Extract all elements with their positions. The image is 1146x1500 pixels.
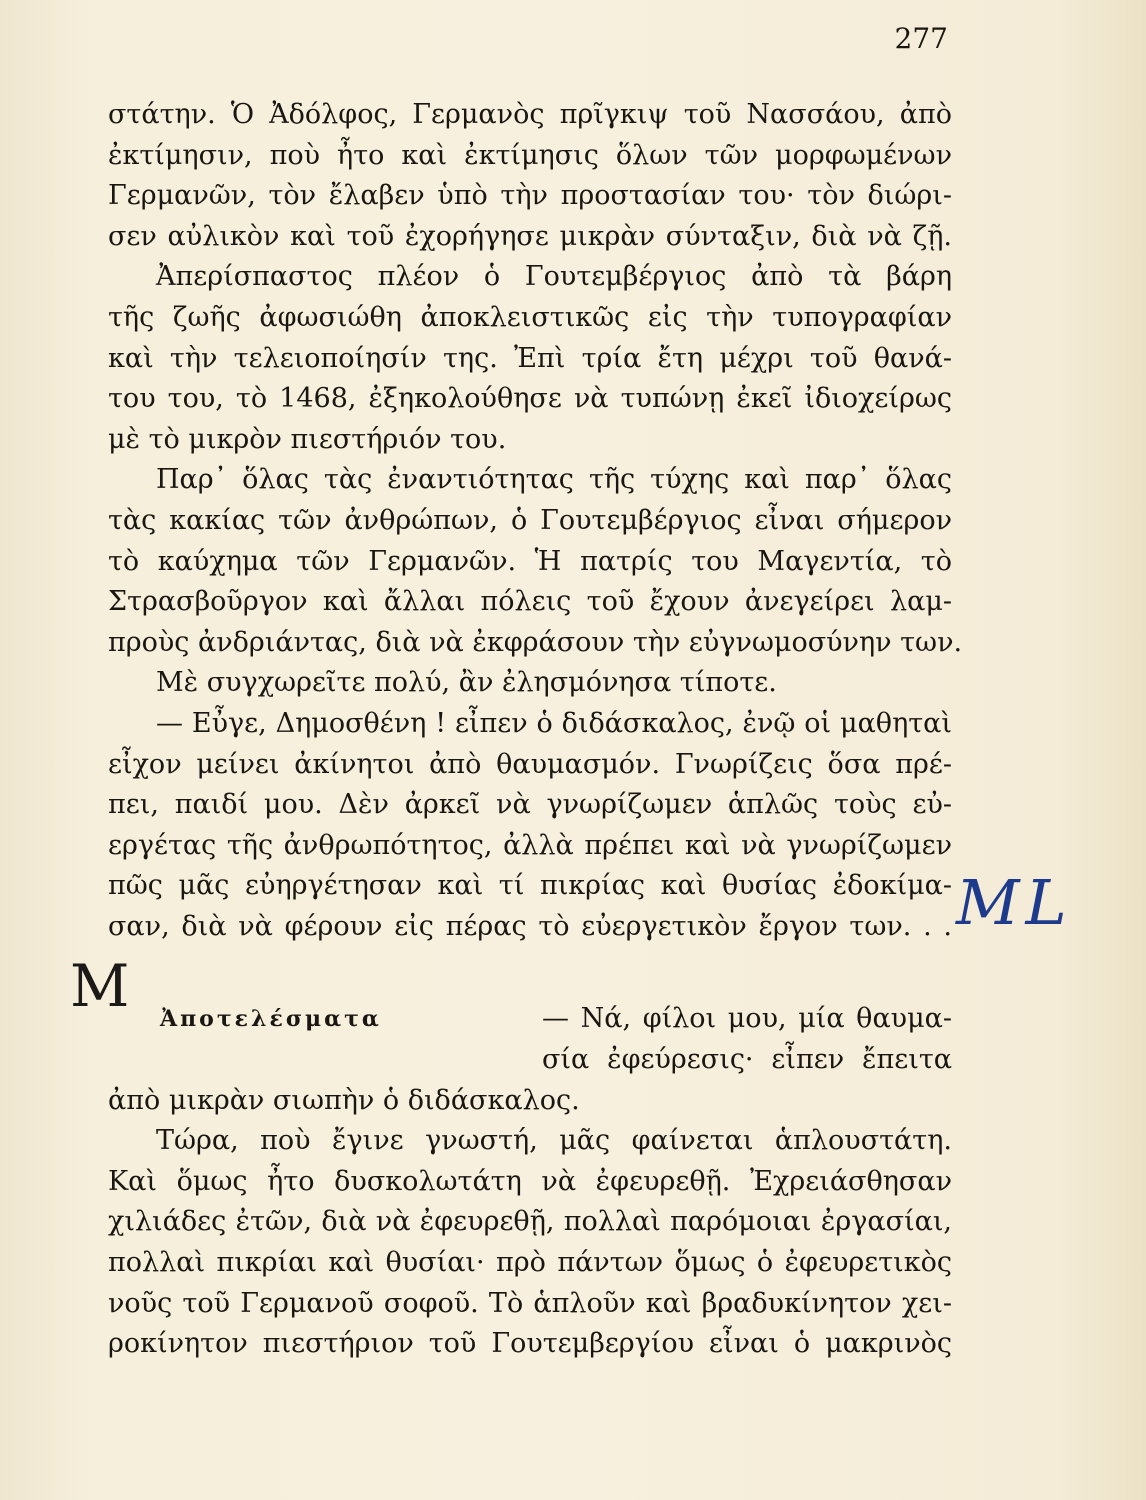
- text-line: τὰς κακίας τῶν ἀνθρώπων, ὁ Γουτεμβέργιος εἶναι σήμερον: [108, 504, 952, 536]
- text-line: πει, παιδί μου. Δὲν ἀρκεῖ νὰ γνωρίζωμεν ἁπλῶς τοὺς εὐ-: [108, 789, 952, 821]
- text-line: Μὲ συγχωρεῖτε πολύ, ἂν ἐλησμόνησα τίποτε.: [156, 667, 777, 699]
- text-line: προὺς ἀνδριάντας, διὰ νὰ ἐκφράσουν τὴν εὐγνωμοσύνην των.: [108, 626, 963, 658]
- text-line: εργέτας τῆς ἀνθρωπότητος, ἀλλὰ πρέπει καὶ νὰ γνωρίζωμεν: [108, 829, 952, 861]
- text-line: Γερμανῶν, τὸν ἔλαβεν ὑπὸ τὴν προστασίαν του· τὸν διώρι-: [108, 180, 952, 212]
- text-line: εἶχον μείνει ἀκίνητοι ἀπὸ θαυμασμόν. Γνωρίζεις ὅσα πρέ-: [108, 748, 952, 780]
- text-line: Παρ᾿ ὅλας τὰς ἐναντιότητας τῆς τύχης καὶ παρ᾿ ὅλας: [156, 464, 952, 496]
- text-line: πολλαὶ πικρίαι καὶ θυσίαι· πρὸ πάντων ὅμως ὁ ἐφευρετικὸς: [108, 1247, 952, 1279]
- text-line: πῶς μᾶς εὐηργέτησαν καὶ τί πικρίας καὶ θυσίας ἐδοκίμα-: [108, 870, 952, 902]
- text-line: Καὶ ὅμως ἦτο δυσκολωτάτη νὰ ἐφευρεθῇ. Ἐχρειάσθησαν: [108, 1165, 952, 1197]
- text-line: χιλιάδες ἐτῶν, διὰ νὰ ἐφευρεθῇ, πολλαὶ παρόμοιαι ἐργασίαι,: [108, 1206, 952, 1238]
- text-line: Τώρα, ποὺ ἔγινε γνωστή, μᾶς φαίνεται ἁπλουστάτη.: [156, 1125, 952, 1157]
- text-line: σεν αὐλικὸν καὶ τοῦ ἐχορήγησε μικρὰν σύνταξιν, διὰ νὰ ζῇ.: [108, 220, 952, 252]
- text-line: Στρασβοῦργον καὶ ἄλλαι πόλεις τοῦ ἔχουν ἀνεγείρει λαμ-: [108, 586, 952, 618]
- section-text-line-2: σία ἐφεύρεσις· εἶπεν ἔπειτα: [542, 1044, 952, 1076]
- text-line: μὲ τὸ μικρὸν πιεστήριόν του.: [108, 423, 507, 455]
- text-line: ροκίνητον πιεστήριον τοῦ Γουτεμβεργίου εἶναι ὁ μακρινὸς: [108, 1328, 952, 1360]
- text-after-section: [108, 1081, 952, 1365]
- handwritten-initials-right: ML: [956, 866, 1073, 939]
- text-line: — Εὖγε, Δημοσθένη ! εἶπεν ὁ διδάσκαλος, ἐνῷ οἱ μαθηταὶ: [156, 707, 952, 739]
- text-line: ἐκτίμησιν, ποὺ ἦτο καὶ ἐκτίμησις ὅλων τῶν μορφωμένων: [108, 139, 952, 171]
- text-line: ἀπὸ μικρὰν σιωπὴν ὁ διδάσκαλος.: [108, 1084, 580, 1116]
- text-line: του του, τὸ 1468, ἐξηκολούθησε νὰ τυπώνῃ ἐκεῖ ἰδιοχείρως: [108, 383, 952, 415]
- body-text: [108, 95, 963, 1365]
- section-start-row-2: [108, 1040, 952, 1081]
- text-line: καὶ τὴν τελειοποίησίν της. Ἐπὶ τρία ἔτη μέχρι τοῦ θανά-: [108, 342, 952, 374]
- section-heading: Ἀποτελέσματα: [160, 1006, 382, 1033]
- page-number: 277: [894, 22, 948, 55]
- handwritten-mark-left: M: [70, 952, 130, 1020]
- text-line: νοῦς τοῦ Γερμανοῦ σοφοῦ. Τὸ ἁπλοῦν καὶ βραδυκίνητον χει-: [108, 1287, 952, 1319]
- text-line: τὸ καύχημα τῶν Γερμανῶν. Ἡ πατρίς του Μαγεντία, τὸ: [108, 545, 952, 577]
- text-line: τῆς ζωῆς ἀφωσιώθη ἀποκλειστικῶς εἰς τὴν τυπογραφίαν: [108, 301, 952, 333]
- text-line: σαν, διὰ νὰ φέρουν εἰς πέρας τὸ εὐεργετικὸν ἔργον των. . .: [108, 910, 952, 942]
- section-start-row-1: [108, 999, 952, 1040]
- text-before-section: [108, 95, 963, 947]
- text-line: Ἀπερίσπαστος πλέον ὁ Γουτεμβέργιος ἀπὸ τὰ βάρη: [156, 261, 952, 293]
- text-line: στάτην. Ὁ Ἀδόλφος, Γερμανὸς πρῖγκιψ τοῦ Νασσάου, ἀπὸ: [108, 99, 952, 130]
- section-text-line-1: — Νά, φίλοι μου, μία θαυμα-: [542, 1003, 952, 1035]
